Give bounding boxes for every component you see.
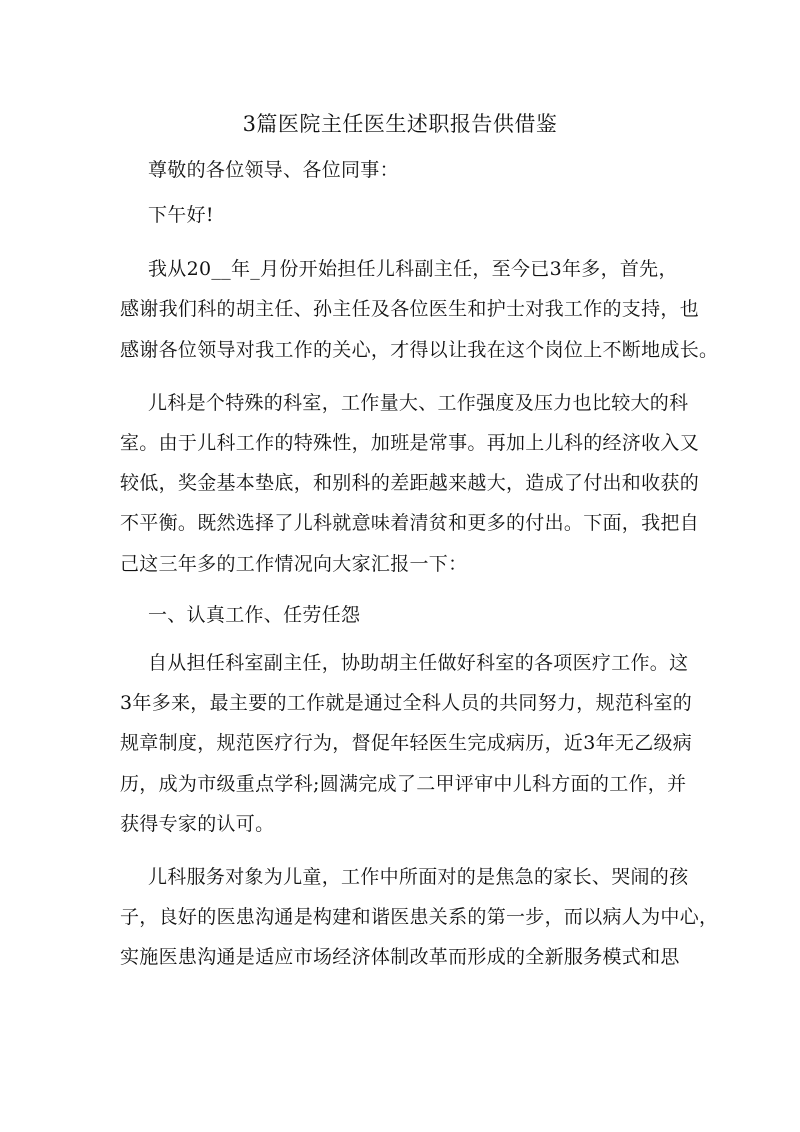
paragraph-line: 规章制度，规范医疗行为，督促年轻医生完成病历，近3年无乙级病: [120, 732, 693, 754]
paragraph-line: 自从担任科室副主任，协助胡主任做好科室的各项医疗工作。这: [148, 652, 689, 674]
paragraph-line: 子，良好的医患沟通是构建和谐医患关系的第一步，而以病人为中心，: [120, 906, 719, 928]
section-heading: 一、认真工作、任劳任怨: [148, 604, 361, 626]
paragraph-line: 3年多来，最主要的工作就是通过全科人员的共同努力，规范科室的: [120, 692, 693, 714]
paragraph-line: 我从20__年_月份开始担任儿科副主任，至今已3年多，首先，: [148, 258, 678, 280]
paragraph-line: 儿科是个特殊的科室，工作量大、工作强度及压力也比较大的科: [148, 392, 689, 414]
paragraph-line: 己这三年多的工作情况向大家汇报一下：: [120, 553, 468, 575]
paragraph-line: 较低，奖金基本垫底，和别科的差距越来越大，造成了付出和收获的: [120, 472, 700, 494]
paragraph-line: 不平衡。既然选择了儿科就意味着清贫和更多的付出。下面，我把自: [120, 512, 700, 534]
paragraph-line: 儿科服务对象为儿童，工作中所面对的是焦急的家长、哭闹的孩: [148, 866, 689, 888]
salutation: 尊敬的各位领导、各位同事：: [148, 159, 399, 181]
paragraph-line: 感谢各位领导对我工作的关心，才得以让我在这个岗位上不断地成长。: [120, 339, 719, 361]
paragraph-line: 室。由于儿科工作的特殊性，加班是常事。再加上儿科的经济收入又: [120, 432, 700, 454]
paragraph-line: 获得专家的认可。: [120, 813, 275, 835]
paragraph-line: 历，成为市级重点学科;圆满完成了二甲评审中儿科方面的工作，并: [120, 773, 687, 795]
document-title: 3篇医院主任医生述职报告供借鉴: [242, 112, 558, 136]
paragraph-line: 实施医患沟通是适应市场经济体制改革而形成的全新服务模式和思: [120, 946, 680, 968]
paragraph-line: 感谢我们科的胡主任、孙主任及各位医生和护士对我工作的支持，也: [120, 298, 700, 320]
greeting: 下午好!: [148, 204, 214, 226]
